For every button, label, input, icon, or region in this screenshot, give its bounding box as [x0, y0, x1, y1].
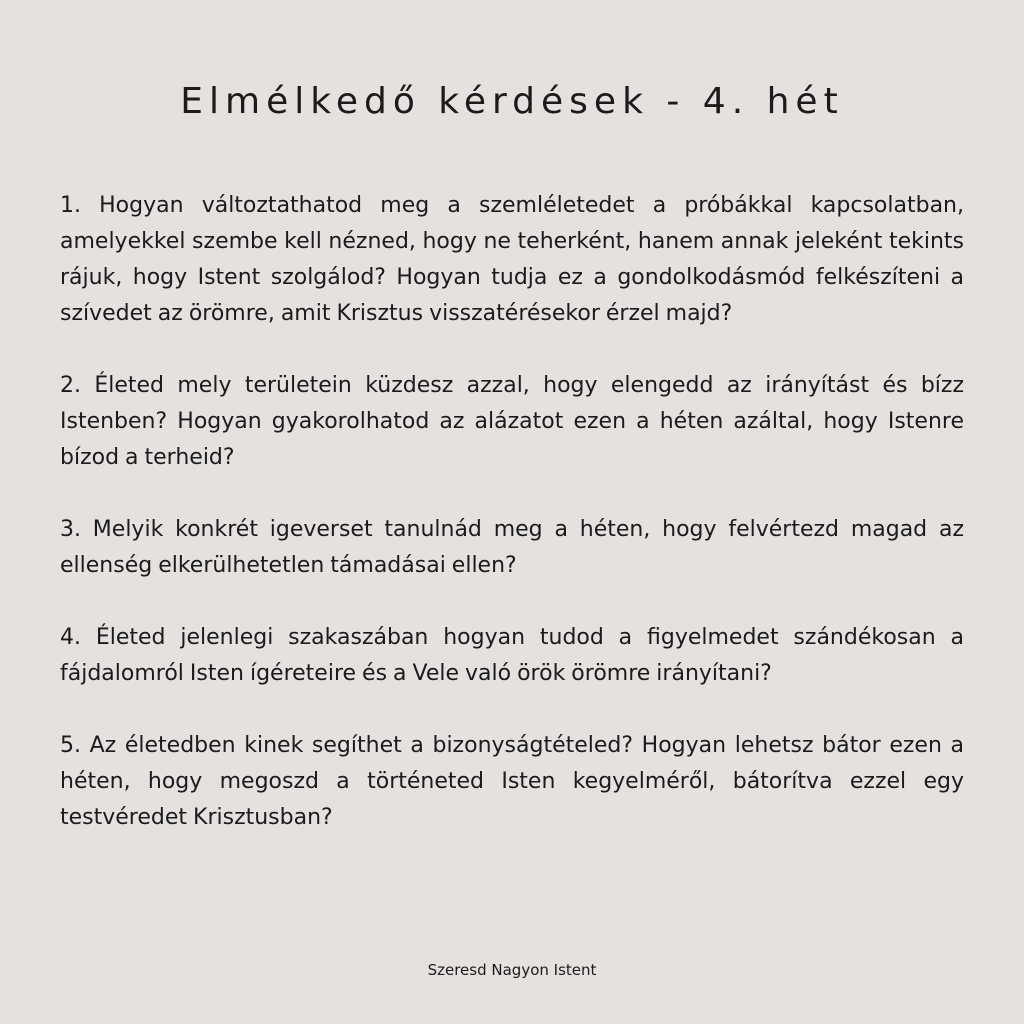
- page-title: Elmélkedő kérdések - 4. hét: [180, 81, 844, 122]
- question-3: 3. Melyik konkrét igeverset tanulnád meg a héten, hogy felvértezd magad az ellenség elkerülhetetlen támadásai ellen?: [60, 517, 964, 578]
- question-list: [60, 188, 964, 836]
- question-2: 2. Életed mely területein küzdesz azzal, hogy elengedd az irányítást és bízz Istenben? Hogyan gyakorolhatod az alázatot ezen a héten azáltal, hogy Istenre bízod a terheid?: [60, 373, 964, 470]
- footer-brand: Szeresd Nagyon Istent: [427, 961, 597, 979]
- question-4: 4. Életed jelenlegi szakaszában hogyan tudod a figyelmedet szándékosan a fájdalomról Isten ígéreteire és a Vele való örök örömre irányítani?: [60, 625, 964, 686]
- question-1: 1. Hogyan változtathatod meg a szemléletedet a próbákkal kapcsolatban, amelyekkel szembe kell nézned, hogy ne teherként, hanem annak jeleként tekints rájuk, hogy Istent szolgálod? Hogyan tudja ez a gondolkodásmód felkészíteni a szívedet az örömre, amit Krisztus visszatérésekor érzel majd?: [60, 193, 964, 326]
- question-5: 5. Az életedben kinek segíthet a bizonyságtételed? Hogyan lehetsz bátor ezen a héten, hogy megoszd a történeted Isten kegyelméről, bátorítva ezzel egy testvéredet Krisztusban?: [60, 733, 964, 830]
